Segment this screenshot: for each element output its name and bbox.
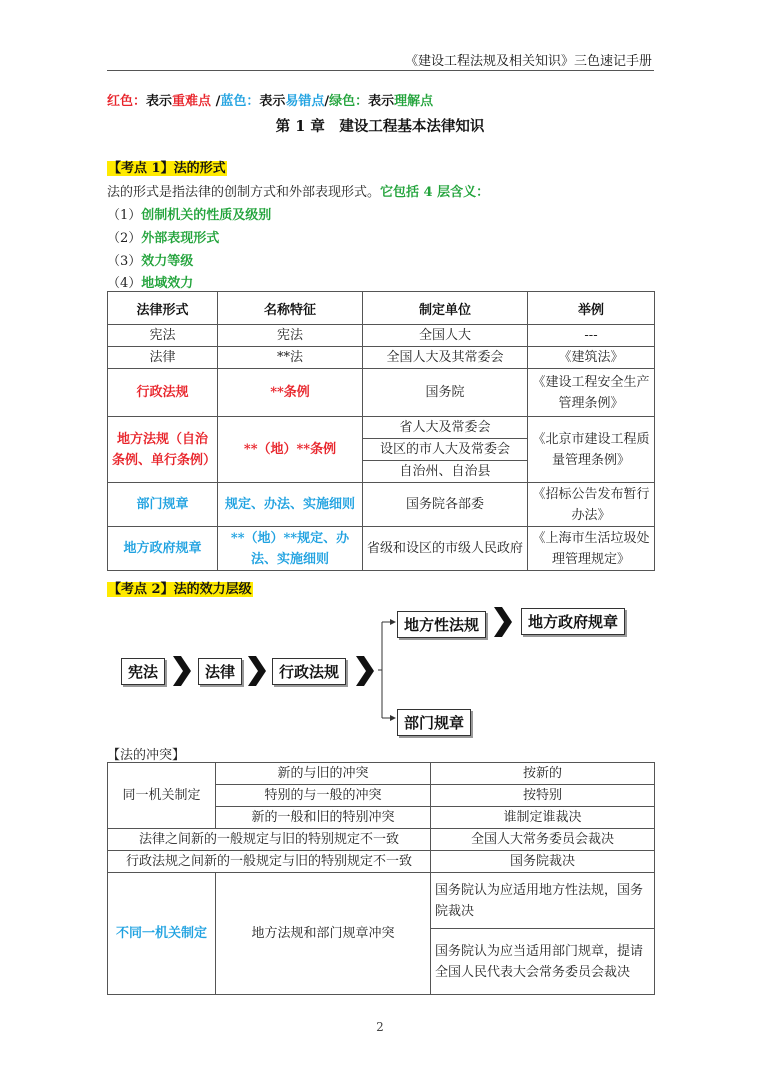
table-cell: 部门规章	[108, 483, 218, 527]
flow-node-admin-regulation: 行政法规	[272, 658, 346, 685]
table-cell: 《建筑法》	[528, 347, 655, 369]
table-row	[108, 763, 655, 785]
header-divider	[107, 70, 654, 71]
table-cell: 特别的与一般的冲突	[216, 785, 431, 807]
table-header-cell: 举例	[528, 292, 655, 325]
table-cell: 自治州、自治县	[363, 461, 528, 483]
point2-heading: 【考点 2】法的效力层级	[108, 582, 252, 597]
table-header-cell: 名称特征	[218, 292, 363, 325]
flow-node-constitution: 宪法	[121, 658, 165, 685]
table-cell: 地方法规（自治条例、单行条例）	[108, 417, 218, 483]
legend-blue-text: 表示	[259, 94, 286, 109]
table-cell: 《建设工程安全生产管理条例》	[528, 369, 655, 417]
table-cell: 法律	[108, 347, 218, 369]
point1-heading: 【考点 1】法的形式	[108, 161, 226, 176]
table-cell: **法	[218, 347, 363, 369]
law-forms-table	[107, 291, 655, 571]
page-header-title: 《建设工程法规及相关知识》三色速记手册	[404, 54, 652, 69]
chevron-right-icon	[492, 607, 516, 637]
table-cell: 地方政府规章	[108, 527, 218, 571]
table-header-cell: 制定单位	[363, 292, 528, 325]
flow-node-local-gov-rule: 地方政府规章	[521, 608, 625, 635]
legend-sep: /	[324, 94, 330, 109]
table-cell: 按特别	[431, 785, 655, 807]
table-cell: 全国人大	[363, 325, 528, 347]
table-cell: 《北京市建设工程质量管理条例》	[528, 417, 655, 483]
color-legend	[107, 90, 433, 109]
table-cell: 同一机关制定	[108, 763, 216, 829]
table-cell: 规定、办法、实施细则	[218, 483, 363, 527]
table-cell: 《招标公告发布暂行办法》	[528, 483, 655, 527]
legend-blue-value: 易错点	[285, 94, 325, 109]
table-cell: 国务院裁决	[431, 851, 655, 873]
table-cell: 省级和设区的市级人民政府	[363, 527, 528, 571]
table-cell: 新的一般和旧的特别冲突	[216, 807, 431, 829]
branch-connector	[376, 610, 398, 730]
page-number: 2	[376, 1020, 384, 1034]
law-conflict-table	[107, 762, 655, 995]
table-cell: 宪法	[108, 325, 218, 347]
table-cell: 省人大及常委会	[363, 417, 528, 439]
table-row	[108, 325, 655, 347]
table-cell: 宪法	[218, 325, 363, 347]
table-cell: 全国人大及其常委会	[363, 347, 528, 369]
chevron-right-icon	[354, 656, 376, 686]
legend-red-value: 重难点	[172, 94, 212, 109]
legend-red-label: 红色：	[107, 94, 147, 109]
table-cell: 按新的	[431, 763, 655, 785]
legend-blue-label: 蓝色：	[220, 94, 260, 109]
table-cell: 《上海市生活垃圾处理管理规定》	[528, 527, 655, 571]
table-row	[108, 483, 655, 527]
flow-node-law: 法律	[198, 658, 242, 685]
table-cell: 不同一机关制定	[108, 873, 216, 995]
table-cell: 全国人大常务委员会裁决	[431, 829, 655, 851]
table-cell: 设区的市人大及常委会	[363, 439, 528, 461]
table-cell: 国务院	[363, 369, 528, 417]
legend-green-label: 绿色：	[329, 94, 369, 109]
flow-node-dept-rule: 部门规章	[397, 709, 471, 736]
table-cell: 国务院认为应当适用部门规章，提请全国人民代表大会常务委员会裁决	[431, 929, 655, 995]
chevron-right-icon	[246, 656, 268, 686]
table-cell: ---	[528, 325, 655, 347]
list-item: （4）地域效力	[107, 276, 194, 291]
table-cell: 国务院认为应适用地方性法规，国务院裁决	[431, 873, 655, 929]
table-row	[108, 527, 655, 571]
list-item: （3）效力等级	[107, 254, 194, 269]
conflict-heading: 【法的冲突】	[107, 748, 186, 763]
legend-green-text: 表示	[368, 94, 395, 109]
table-cell: **（地）**条例	[218, 417, 363, 483]
table-cell: **条例	[218, 369, 363, 417]
legend-red-text: 表示	[146, 94, 173, 109]
table-cell: 新的与旧的冲突	[216, 763, 431, 785]
table-row	[108, 369, 655, 417]
table-row	[108, 829, 655, 851]
table-row	[108, 417, 655, 439]
table-cell: 国务院各部委	[363, 483, 528, 527]
chevron-right-icon	[171, 656, 193, 686]
table-row	[108, 851, 655, 873]
point1-intro: 法的形式是指法律的创制方式和外部表现形式。它包括 4 层含义：	[107, 185, 490, 200]
legend-sep: /	[211, 94, 221, 109]
table-cell: **（地）**规定、办法、实施细则	[218, 527, 363, 571]
chapter-title: 第 1 章 建设工程基本法律知识	[275, 118, 485, 135]
table-header-cell: 法律形式	[108, 292, 218, 325]
table-cell: 行政法规之间新的一般规定与旧的特别规定不一致	[108, 851, 431, 873]
legend-green-value: 理解点	[394, 94, 434, 109]
flow-node-local-regulation: 地方性法规	[397, 611, 486, 638]
table-cell: 地方法规和部门规章冲突	[216, 873, 431, 995]
table-cell: 行政法规	[108, 369, 218, 417]
table-cell: 法律之间新的一般规定与旧的特别规定不一致	[108, 829, 431, 851]
list-item: （2）外部表现形式	[107, 231, 220, 246]
list-item: （1）创制机关的性质及级别	[107, 208, 272, 223]
table-cell: 谁制定谁裁决	[431, 807, 655, 829]
table-row	[108, 347, 655, 369]
table-header-row	[108, 292, 655, 325]
table-row	[108, 873, 655, 929]
